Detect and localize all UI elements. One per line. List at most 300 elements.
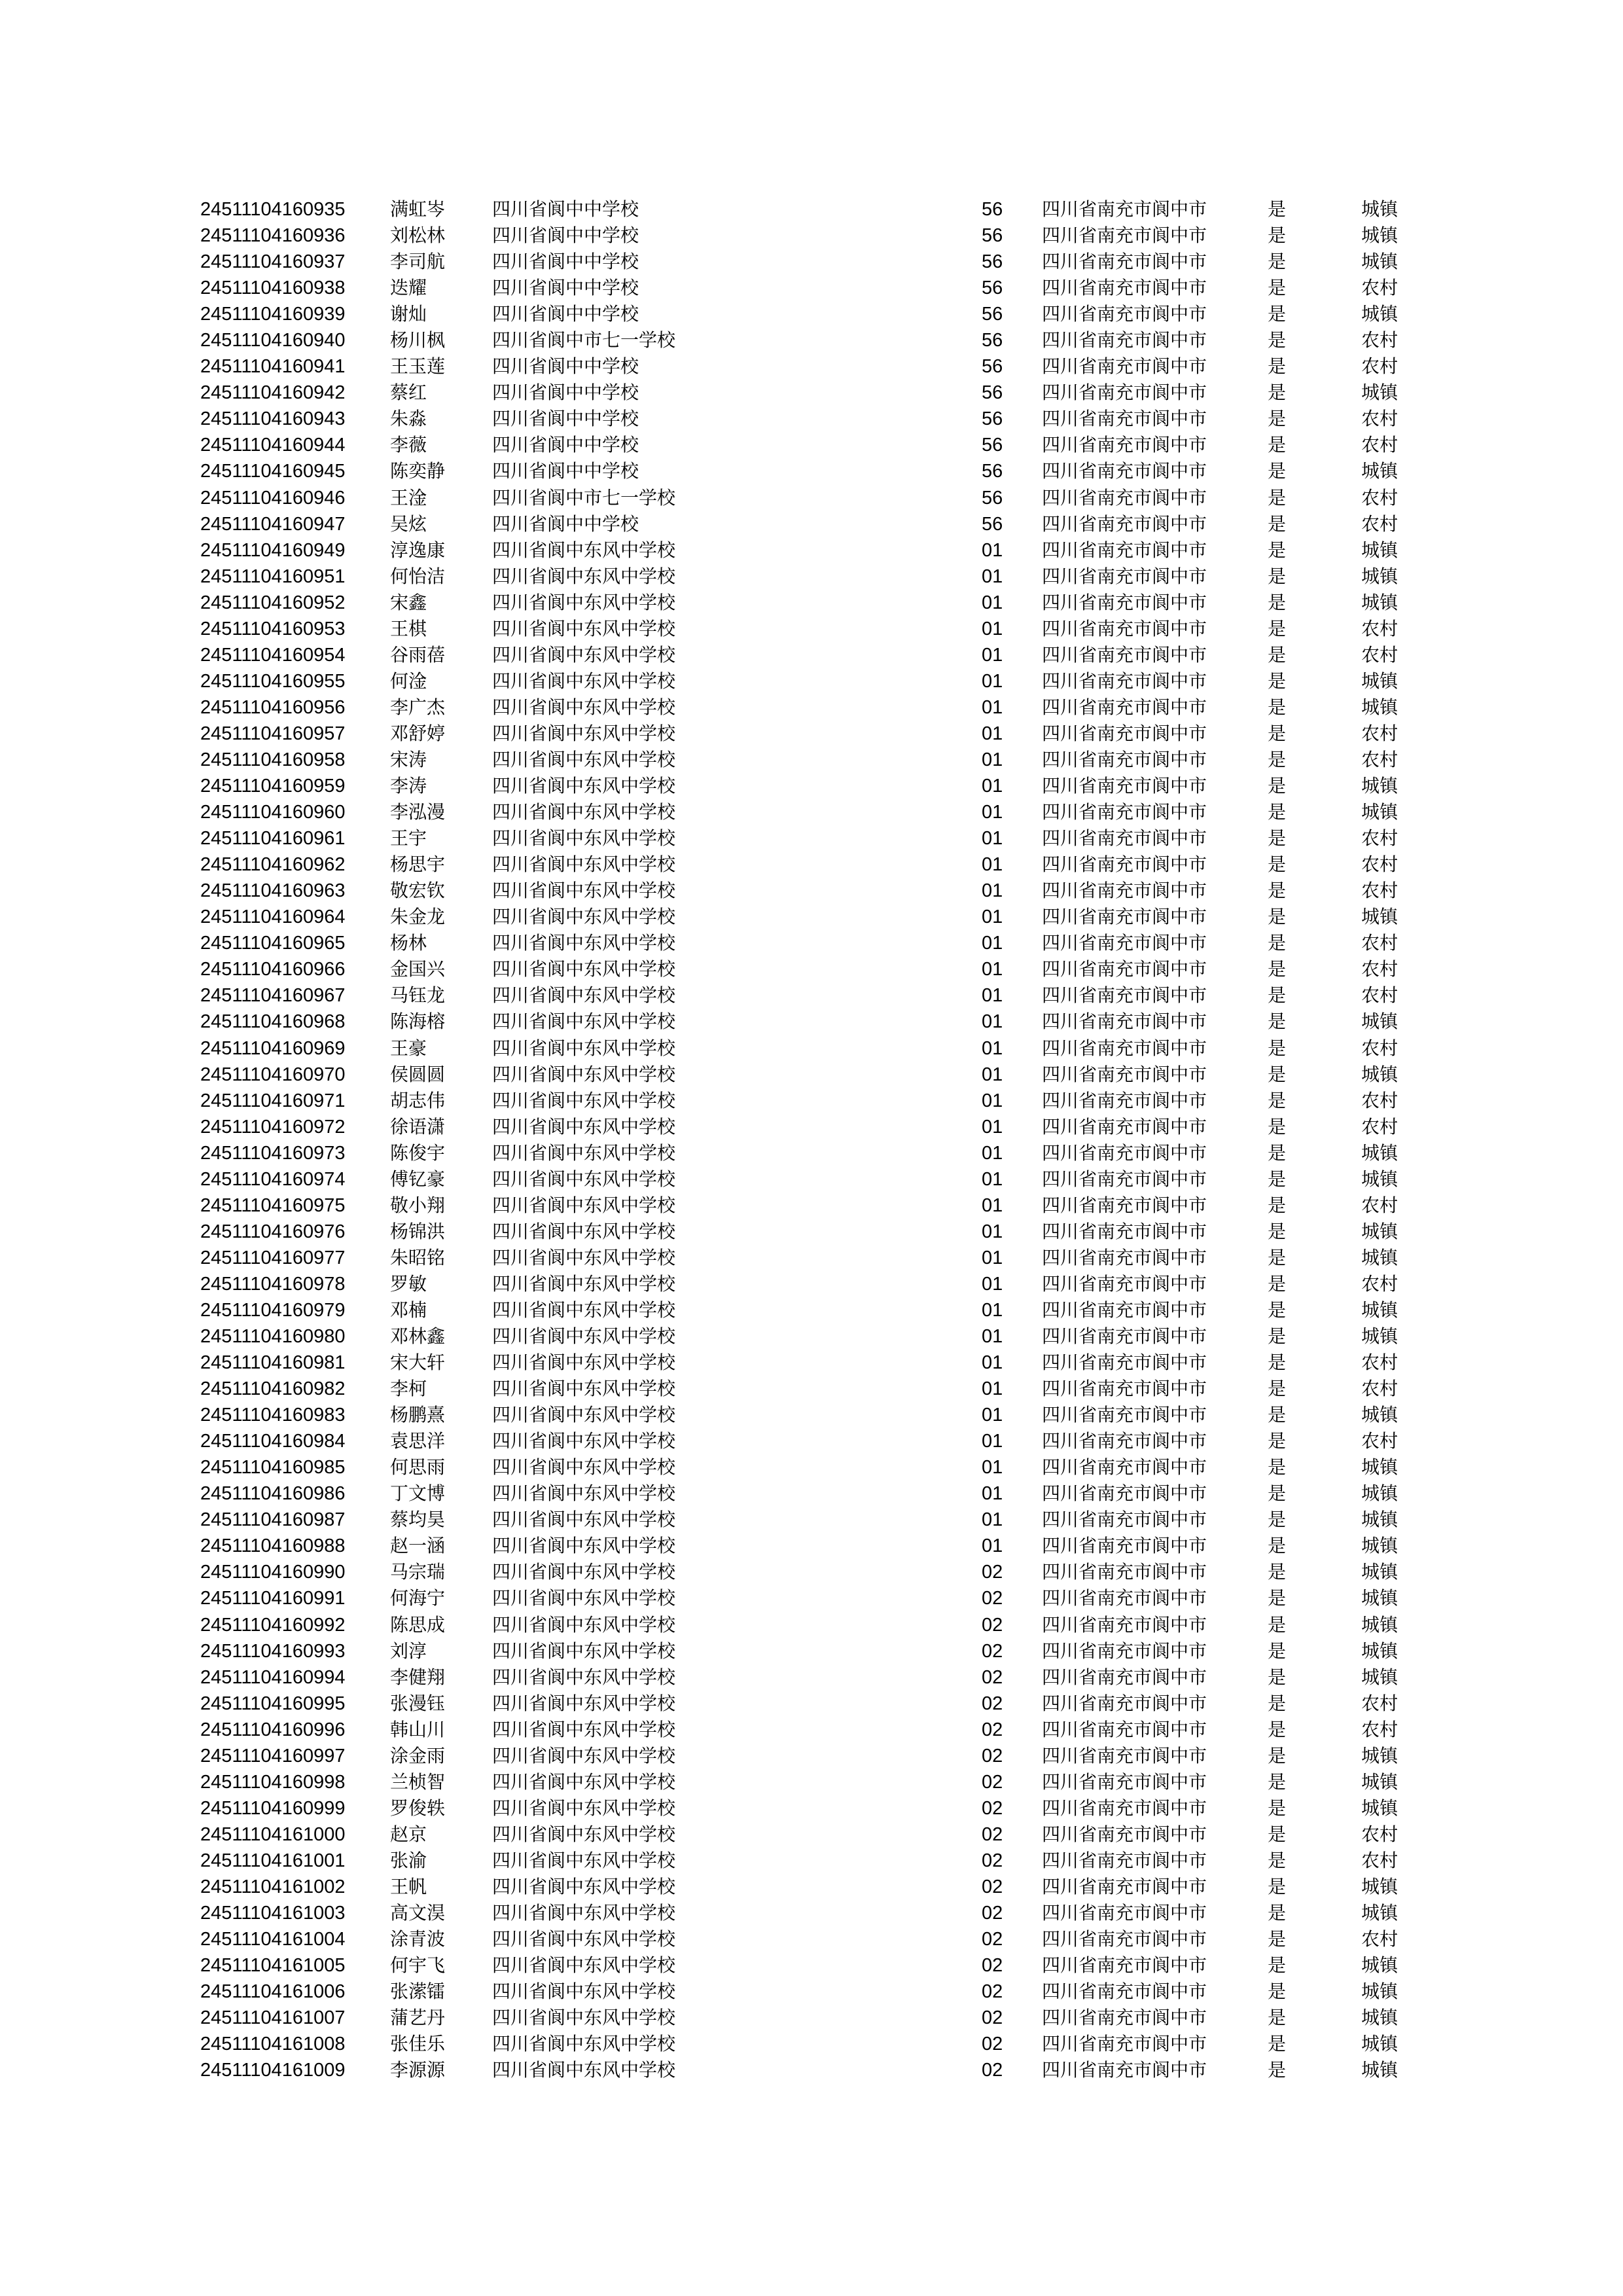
flag-cell: 是 [1268, 408, 1287, 430]
class-code-cell: 02 [982, 1823, 1003, 1845]
school-name-cell: 四川省阆中东风中学校 [492, 1718, 676, 1740]
table-row [0, 982, 1623, 1009]
class-code-cell: 01 [982, 1011, 1003, 1033]
flag-cell: 是 [1268, 539, 1287, 561]
flag-cell: 是 [1268, 198, 1287, 220]
urban-rural-cell: 城镇 [1361, 539, 1399, 561]
urban-rural-cell: 城镇 [1361, 1613, 1399, 1636]
student-id-cell: 24511104160951 [200, 565, 346, 587]
class-code-cell: 56 [982, 408, 1003, 430]
urban-rural-cell: 城镇 [1361, 1482, 1399, 1505]
student-id-cell: 24511104161000 [200, 1823, 346, 1845]
school-name-cell: 四川省阆中东风中学校 [492, 1954, 676, 1977]
region-cell: 四川省南充市阆中市 [1042, 1954, 1207, 1977]
school-name-cell: 四川省阆中东风中学校 [492, 1011, 676, 1033]
table-row [0, 1140, 1623, 1166]
class-code-cell: 02 [982, 2034, 1003, 2055]
flag-cell: 是 [1268, 277, 1287, 299]
class-code-cell: 02 [982, 1562, 1003, 1583]
student-id-cell: 24511104160944 [200, 435, 346, 456]
student-id-cell: 24511104160978 [200, 1273, 346, 1295]
school-name-cell: 四川省阆中东风中学校 [492, 1378, 676, 1400]
region-cell: 四川省南充市阆中市 [1042, 460, 1207, 482]
urban-rural-cell: 农村 [1361, 1692, 1399, 1714]
student-name-cell: 宋大轩 [390, 1352, 446, 1374]
student-id-cell: 24511104160966 [200, 959, 346, 980]
urban-rural-cell: 农村 [1361, 1352, 1399, 1374]
region-cell: 四川省南充市阆中市 [1042, 1744, 1207, 1767]
student-id-cell: 24511104160984 [200, 1431, 346, 1452]
class-code-cell: 56 [982, 225, 1003, 247]
flag-cell: 是 [1268, 984, 1287, 1007]
school-name-cell: 四川省阆中东风中学校 [492, 643, 676, 666]
student-id-cell: 24511104160973 [200, 1142, 346, 1164]
student-id-cell: 24511104160963 [200, 880, 346, 902]
student-id-cell: 24511104160956 [200, 696, 346, 718]
region-cell: 四川省南充市阆中市 [1042, 408, 1207, 430]
student-id-cell: 24511104160937 [200, 251, 346, 273]
student-name-cell: 徐语潇 [390, 1115, 446, 1138]
urban-rural-cell: 城镇 [1361, 1220, 1399, 1242]
class-code-cell: 02 [982, 1981, 1003, 2003]
flag-cell: 是 [1268, 1535, 1287, 1557]
class-code-cell: 01 [982, 539, 1003, 561]
table-row [0, 511, 1623, 537]
student-id-cell: 24511104161004 [200, 1929, 346, 1950]
table-row [0, 1612, 1623, 1638]
student-name-cell: 陈奕静 [390, 460, 446, 482]
student-name-cell: 金国兴 [390, 958, 446, 980]
urban-rural-cell: 城镇 [1361, 1535, 1399, 1557]
table-row [0, 1926, 1623, 1952]
urban-rural-cell: 城镇 [1361, 670, 1399, 692]
table-row [0, 1979, 1623, 2005]
school-name-cell: 四川省阆中东风中学校 [492, 1115, 676, 1138]
school-name-cell: 四川省阆中东风中学校 [492, 1587, 676, 1609]
student-id-cell: 24511104160943 [200, 408, 346, 430]
region-cell: 四川省南充市阆中市 [1042, 1115, 1207, 1138]
region-cell: 四川省南充市阆中市 [1042, 1220, 1207, 1242]
class-code-cell: 01 [982, 1090, 1003, 1111]
flag-cell: 是 [1268, 958, 1287, 980]
urban-rural-cell: 城镇 [1361, 460, 1399, 482]
flag-cell: 是 [1268, 1089, 1287, 1111]
region-cell: 四川省南充市阆中市 [1042, 1981, 1207, 2003]
table-row [0, 930, 1623, 956]
table-row [0, 1454, 1623, 1480]
school-name-cell: 四川省阆中东风中学校 [492, 801, 676, 823]
urban-rural-cell: 城镇 [1361, 1299, 1399, 1321]
table-row [0, 1428, 1623, 1454]
school-name-cell: 四川省阆中东风中学校 [492, 617, 676, 639]
student-id-cell: 24511104160976 [200, 1221, 346, 1242]
student-id-cell: 24511104160971 [200, 1090, 346, 1111]
class-code-cell: 01 [982, 1064, 1003, 1085]
school-name-cell: 四川省阆中东风中学校 [492, 2033, 676, 2055]
flag-cell: 是 [1268, 1456, 1287, 1479]
urban-rural-cell: 农村 [1361, 1928, 1399, 1950]
student-name-cell: 蔡红 [390, 382, 427, 404]
urban-rural-cell: 农村 [1361, 958, 1399, 980]
region-cell: 四川省南充市阆中市 [1042, 958, 1207, 980]
student-id-cell: 24511104160995 [200, 1693, 346, 1714]
flag-cell: 是 [1268, 1823, 1287, 1845]
class-code-cell: 56 [982, 487, 1003, 509]
student-id-cell: 24511104161002 [200, 1876, 346, 1897]
class-code-cell: 56 [982, 199, 1003, 220]
class-code-cell: 02 [982, 1588, 1003, 1609]
region-cell: 四川省南充市阆中市 [1042, 1404, 1207, 1426]
region-cell: 四川省南充市阆中市 [1042, 434, 1207, 456]
urban-rural-cell: 城镇 [1361, 1561, 1399, 1583]
student-id-cell: 24511104160968 [200, 1011, 346, 1033]
flag-cell: 是 [1268, 1063, 1287, 1085]
student-id-cell: 24511104160964 [200, 906, 346, 928]
student-name-cell: 李广杰 [390, 696, 446, 718]
school-name-cell: 四川省阆中东风中学校 [492, 1797, 676, 1819]
table-row [0, 747, 1623, 773]
table-row [0, 2057, 1623, 2083]
table-row [0, 799, 1623, 825]
student-name-cell: 谷雨蓓 [390, 643, 446, 666]
student-name-cell: 敬小翔 [390, 1194, 446, 1216]
table-row [0, 1585, 1623, 1611]
student-name-cell: 侯圆圆 [390, 1063, 446, 1085]
flag-cell: 是 [1268, 1640, 1287, 1662]
class-code-cell: 01 [982, 985, 1003, 1007]
table-row [0, 1271, 1623, 1297]
flag-cell: 是 [1268, 1928, 1287, 1950]
school-name-cell: 四川省阆中东风中学校 [492, 670, 676, 692]
region-cell: 四川省南充市阆中市 [1042, 1089, 1207, 1111]
region-cell: 四川省南充市阆中市 [1042, 696, 1207, 718]
urban-rural-cell: 城镇 [1361, 1770, 1399, 1793]
class-code-cell: 01 [982, 854, 1003, 876]
class-code-cell: 01 [982, 565, 1003, 587]
region-cell: 四川省南充市阆中市 [1042, 303, 1207, 325]
flag-cell: 是 [1268, 1849, 1287, 1871]
student-id-cell: 24511104160979 [200, 1299, 346, 1321]
flag-cell: 是 [1268, 1272, 1287, 1295]
class-code-cell: 56 [982, 278, 1003, 299]
region-cell: 四川省南充市阆中市 [1042, 932, 1207, 954]
student-name-cell: 罗敏 [390, 1272, 427, 1295]
class-code-cell: 02 [982, 1693, 1003, 1714]
student-id-cell: 24511104160977 [200, 1247, 346, 1268]
student-id-cell: 24511104160953 [200, 618, 346, 639]
region-cell: 四川省南充市阆中市 [1042, 382, 1207, 404]
student-name-cell: 胡志伟 [390, 1089, 446, 1111]
table-row [0, 301, 1623, 327]
urban-rural-cell: 农村 [1361, 1115, 1399, 1138]
flag-cell: 是 [1268, 906, 1287, 928]
school-name-cell: 四川省阆中东风中学校 [492, 958, 676, 980]
table-row [0, 1088, 1623, 1114]
flag-cell: 是 [1268, 1404, 1287, 1426]
class-code-cell: 56 [982, 304, 1003, 325]
region-cell: 四川省南充市阆中市 [1042, 1141, 1207, 1164]
class-code-cell: 02 [982, 1640, 1003, 1662]
urban-rural-cell: 城镇 [1361, 1456, 1399, 1479]
table-row [0, 956, 1623, 982]
student-name-cell: 李薇 [390, 434, 427, 456]
student-id-cell: 24511104160952 [200, 592, 346, 613]
student-name-cell: 邓林鑫 [390, 1325, 446, 1348]
table-row [0, 223, 1623, 249]
flag-cell: 是 [1268, 1011, 1287, 1033]
flag-cell: 是 [1268, 1954, 1287, 1977]
flag-cell: 是 [1268, 1770, 1287, 1793]
student-id-cell: 24511104160957 [200, 723, 346, 744]
school-name-cell: 四川省阆中中学校 [492, 198, 639, 220]
region-cell: 四川省南充市阆中市 [1042, 1378, 1207, 1400]
student-name-cell: 陈海榕 [390, 1011, 446, 1033]
flag-cell: 是 [1268, 748, 1287, 770]
region-cell: 四川省南充市阆中市 [1042, 1272, 1207, 1295]
school-name-cell: 四川省阆中东风中学校 [492, 906, 676, 928]
urban-rural-cell: 城镇 [1361, 565, 1399, 587]
school-name-cell: 四川省阆中东风中学校 [492, 775, 676, 797]
region-cell: 四川省南充市阆中市 [1042, 565, 1207, 587]
table-row [0, 275, 1623, 301]
region-cell: 四川省南充市阆中市 [1042, 1168, 1207, 1190]
table-row [0, 1874, 1623, 1900]
student-name-cell: 朱昭铭 [390, 1246, 446, 1268]
urban-rural-cell: 农村 [1361, 1849, 1399, 1871]
urban-rural-cell: 城镇 [1361, 1981, 1399, 2003]
urban-rural-cell: 城镇 [1361, 2059, 1399, 2081]
student-name-cell: 韩山川 [390, 1718, 446, 1740]
class-code-cell: 01 [982, 1326, 1003, 1348]
school-name-cell: 四川省阆中东风中学校 [492, 1640, 676, 1662]
table-row [0, 1166, 1623, 1193]
student-name-cell: 赵一涵 [390, 1535, 446, 1557]
school-name-cell: 四川省阆中东风中学校 [492, 539, 676, 561]
region-cell: 四川省南充市阆中市 [1042, 1246, 1207, 1268]
class-code-cell: 56 [982, 251, 1003, 273]
class-code-cell: 01 [982, 933, 1003, 954]
urban-rural-cell: 农村 [1361, 1430, 1399, 1452]
class-code-cell: 01 [982, 1483, 1003, 1505]
class-code-cell: 01 [982, 1457, 1003, 1479]
flag-cell: 是 [1268, 932, 1287, 954]
urban-rural-cell: 城镇 [1361, 224, 1399, 247]
student-id-cell: 24511104160992 [200, 1614, 346, 1636]
region-cell: 四川省南充市阆中市 [1042, 643, 1207, 666]
school-name-cell: 四川省阆中中学校 [492, 303, 639, 325]
class-code-cell: 01 [982, 644, 1003, 666]
table-row [0, 1795, 1623, 1821]
school-name-cell: 四川省阆中东风中学校 [492, 932, 676, 954]
student-id-cell: 24511104160961 [200, 828, 346, 850]
student-id-cell: 24511104160986 [200, 1483, 346, 1505]
student-id-cell: 24511104160974 [200, 1168, 346, 1190]
school-name-cell: 四川省阆中中学校 [492, 512, 639, 535]
class-code-cell: 02 [982, 1955, 1003, 1977]
class-code-cell: 01 [982, 1352, 1003, 1374]
table-row [0, 616, 1623, 642]
urban-rural-cell: 城镇 [1361, 303, 1399, 325]
region-cell: 四川省南充市阆中市 [1042, 906, 1207, 928]
table-row [0, 852, 1623, 878]
table-row [0, 537, 1623, 564]
school-name-cell: 四川省阆中东风中学校 [492, 2059, 676, 2081]
student-name-cell: 杨川枫 [390, 329, 446, 351]
school-name-cell: 四川省阆中东风中学校 [492, 1666, 676, 1688]
urban-rural-cell: 农村 [1361, 1823, 1399, 1845]
student-name-cell: 陈思成 [390, 1613, 446, 1636]
class-code-cell: 02 [982, 2007, 1003, 2029]
class-code-cell: 56 [982, 330, 1003, 351]
flag-cell: 是 [1268, 1141, 1287, 1164]
urban-rural-cell: 城镇 [1361, 1587, 1399, 1609]
region-cell: 四川省南充市阆中市 [1042, 512, 1207, 535]
region-cell: 四川省南充市阆中市 [1042, 1587, 1207, 1609]
student-name-cell: 李源源 [390, 2059, 446, 2081]
region-cell: 四川省南充市阆中市 [1042, 198, 1207, 220]
urban-rural-cell: 农村 [1361, 1272, 1399, 1295]
table-row [0, 249, 1623, 275]
student-id-cell: 24511104160955 [200, 670, 346, 692]
class-code-cell: 01 [982, 1037, 1003, 1059]
urban-rural-cell: 农村 [1361, 984, 1399, 1007]
flag-cell: 是 [1268, 1587, 1287, 1609]
school-name-cell: 四川省阆中东风中学校 [492, 1037, 676, 1059]
table-row [0, 694, 1623, 721]
student-name-cell: 王棋 [390, 617, 427, 639]
school-name-cell: 四川省阆中中学校 [492, 460, 639, 482]
student-name-cell: 涂青波 [390, 1928, 446, 1950]
student-name-cell: 高文淏 [390, 1902, 446, 1924]
school-name-cell: 四川省阆中东风中学校 [492, 1744, 676, 1767]
student-name-cell: 朱淼 [390, 408, 427, 430]
student-id-cell: 24511104161006 [200, 1981, 346, 2003]
urban-rural-cell: 城镇 [1361, 1168, 1399, 1190]
class-code-cell: 02 [982, 1797, 1003, 1819]
table-row [0, 642, 1623, 668]
region-cell: 四川省南充市阆中市 [1042, 251, 1207, 273]
class-code-cell: 02 [982, 2060, 1003, 2081]
class-code-cell: 01 [982, 1273, 1003, 1295]
school-name-cell: 四川省阆中中学校 [492, 408, 639, 430]
urban-rural-cell: 城镇 [1361, 1246, 1399, 1268]
flag-cell: 是 [1268, 801, 1287, 823]
region-cell: 四川省南充市阆中市 [1042, 1928, 1207, 1950]
region-cell: 四川省南充市阆中市 [1042, 1482, 1207, 1505]
urban-rural-cell: 城镇 [1361, 2007, 1399, 2029]
class-code-cell: 01 [982, 1378, 1003, 1400]
school-name-cell: 四川省阆中东风中学校 [492, 1063, 676, 1085]
flag-cell: 是 [1268, 303, 1287, 325]
school-name-cell: 四川省阆中东风中学校 [492, 984, 676, 1007]
region-cell: 四川省南充市阆中市 [1042, 1509, 1207, 1531]
urban-rural-cell: 农村 [1361, 1037, 1399, 1059]
flag-cell: 是 [1268, 486, 1287, 509]
urban-rural-cell: 城镇 [1361, 801, 1399, 823]
student-name-cell: 罗俊轶 [390, 1797, 446, 1819]
school-name-cell: 四川省阆中东风中学校 [492, 880, 676, 902]
school-name-cell: 四川省阆中东风中学校 [492, 1692, 676, 1714]
region-cell: 四川省南充市阆中市 [1042, 1037, 1207, 1059]
table-row [0, 1533, 1623, 1559]
student-name-cell: 邓楠 [390, 1299, 427, 1321]
region-cell: 四川省南充市阆中市 [1042, 1797, 1207, 1819]
student-id-cell: 24511104160942 [200, 382, 346, 404]
class-code-cell: 01 [982, 1168, 1003, 1190]
table-row [0, 1691, 1623, 1717]
student-id-cell: 24511104160945 [200, 461, 346, 482]
urban-rural-cell: 城镇 [1361, 2033, 1399, 2055]
region-cell: 四川省南充市阆中市 [1042, 1823, 1207, 1845]
school-name-cell: 四川省阆中东风中学校 [492, 696, 676, 718]
flag-cell: 是 [1268, 1692, 1287, 1714]
student-name-cell: 刘松林 [390, 224, 446, 247]
school-name-cell: 四川省阆中东风中学校 [492, 1561, 676, 1583]
flag-cell: 是 [1268, 1115, 1287, 1138]
flag-cell: 是 [1268, 1797, 1287, 1819]
flag-cell: 是 [1268, 1246, 1287, 1268]
class-code-cell: 01 [982, 1299, 1003, 1321]
table-row [0, 327, 1623, 353]
table-row [0, 1952, 1623, 1979]
table-row [0, 1035, 1623, 1062]
class-code-cell: 01 [982, 1142, 1003, 1164]
region-cell: 四川省南充市阆中市 [1042, 1325, 1207, 1348]
region-cell: 四川省南充市阆中市 [1042, 1194, 1207, 1216]
table-row [0, 590, 1623, 616]
region-cell: 四川省南充市阆中市 [1042, 748, 1207, 770]
flag-cell: 是 [1268, 1744, 1287, 1767]
flag-cell: 是 [1268, 853, 1287, 876]
student-name-cell: 丁文博 [390, 1482, 446, 1505]
student-name-cell: 张潆镭 [390, 1981, 446, 2003]
flag-cell: 是 [1268, 1430, 1287, 1452]
school-name-cell: 四川省阆中东风中学校 [492, 1928, 676, 1950]
class-code-cell: 01 [982, 1194, 1003, 1216]
class-code-cell: 02 [982, 1614, 1003, 1636]
table-row [0, 1507, 1623, 1533]
table-row [0, 432, 1623, 458]
student-id-cell: 24511104161008 [200, 2034, 346, 2055]
student-name-cell: 刘淳 [390, 1640, 427, 1662]
urban-rural-cell: 城镇 [1361, 1325, 1399, 1348]
flag-cell: 是 [1268, 722, 1287, 744]
student-name-cell: 马宗瑞 [390, 1561, 446, 1583]
urban-rural-cell: 农村 [1361, 329, 1399, 351]
student-id-cell: 24511104160958 [200, 749, 346, 770]
class-code-cell: 01 [982, 959, 1003, 980]
student-name-cell: 李司航 [390, 251, 446, 273]
class-code-cell: 02 [982, 1903, 1003, 1924]
student-id-cell: 24511104160981 [200, 1352, 346, 1374]
student-name-cell: 宋鑫 [390, 591, 427, 613]
table-row [0, 1009, 1623, 1035]
flag-cell: 是 [1268, 1325, 1287, 1348]
student-name-cell: 张渝 [390, 1849, 427, 1871]
table-row [0, 773, 1623, 799]
urban-rural-cell: 城镇 [1361, 198, 1399, 220]
student-id-cell: 24511104160946 [200, 487, 346, 509]
region-cell: 四川省南充市阆中市 [1042, 1011, 1207, 1033]
school-name-cell: 四川省阆中东风中学校 [492, 1272, 676, 1295]
region-cell: 四川省南充市阆中市 [1042, 853, 1207, 876]
region-cell: 四川省南充市阆中市 [1042, 355, 1207, 378]
student-id-cell: 24511104160993 [200, 1640, 346, 1662]
urban-rural-cell: 农村 [1361, 434, 1399, 456]
flag-cell: 是 [1268, 1613, 1287, 1636]
flag-cell: 是 [1268, 382, 1287, 404]
table-row [0, 1743, 1623, 1769]
